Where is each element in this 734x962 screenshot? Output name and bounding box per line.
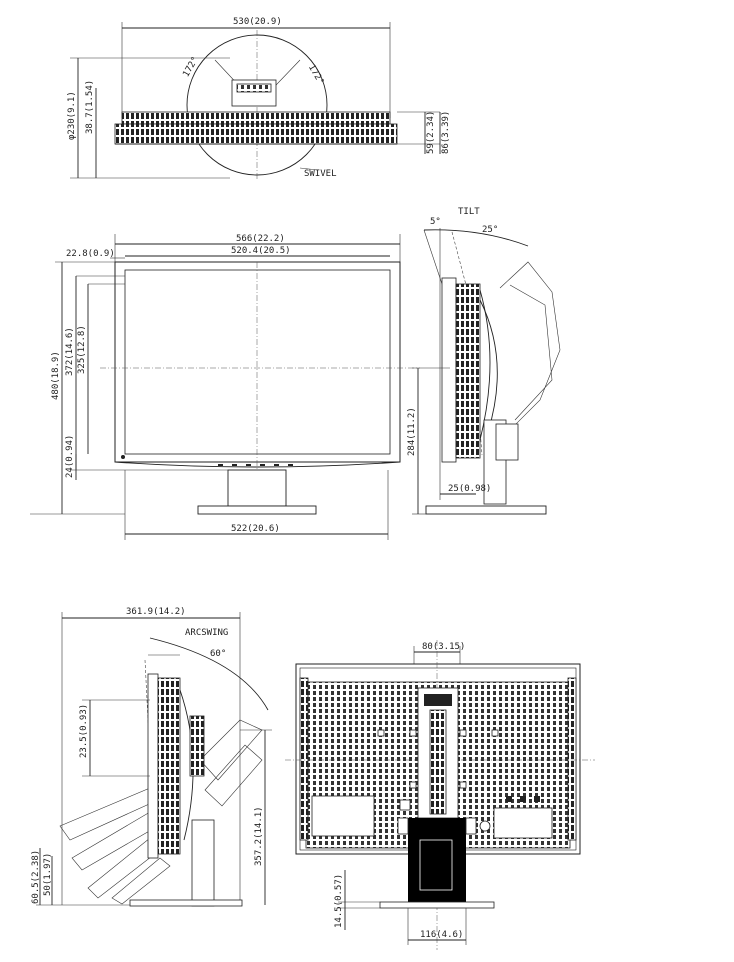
front-height-screen: 325(12.8) [77, 325, 87, 374]
power-switch [400, 800, 410, 810]
front-screen-width: 520.4(20.5) [231, 246, 291, 256]
top-view [67, 17, 451, 180]
rear-connector-panel [312, 796, 374, 836]
swing-offset-dim: 23.5(0.93) [79, 703, 89, 758]
top-depth-dim: 38.7(1.54) [85, 79, 95, 134]
rear-vesa-dim: 80(3.15) [422, 642, 466, 652]
front-view [30, 234, 420, 540]
swing-low-dim-1: 60.5(2.38) [31, 849, 41, 904]
side-tilt-view [407, 207, 560, 514]
top-vent-row-2 [115, 124, 397, 144]
swing-depth-dim: 361.9(14.2) [126, 607, 186, 617]
swing-height-dim: 357.2(14.1) [254, 806, 264, 866]
top-angle-left: 172° [181, 55, 201, 79]
front-height-screen-outer: 372(14.6) [65, 327, 75, 376]
swivel-label: SWIVEL [304, 169, 337, 179]
tilt-rear-vent [456, 284, 480, 458]
swing-rear-vent [158, 678, 180, 854]
rear-logo [424, 694, 452, 706]
top-panel-dim-1: 59(2.34) [426, 110, 436, 154]
top-diameter-dim: φ230(9.1) [67, 91, 77, 140]
tilt-label: TILT [458, 207, 480, 217]
rear-foot-dim: 14.5(0.57) [334, 873, 344, 928]
tilt-height-dim: 284(11.2) [407, 407, 417, 456]
rear-stand [408, 818, 466, 902]
side-swing-view [31, 607, 272, 906]
tilt-base-depth: 25(0.98) [448, 484, 492, 494]
swing-low-dim-2: 50(1.97) [43, 852, 53, 896]
tilt-base [426, 506, 546, 514]
top-angle-right: 172° [305, 63, 326, 87]
swing-label: ARCSWING [185, 628, 229, 638]
kensington-slot [480, 821, 490, 831]
tilt-panel [442, 278, 456, 462]
front-bezel [115, 262, 400, 462]
top-vent-row-1 [122, 112, 390, 124]
rear-view [285, 640, 595, 950]
front-outer-width: 566(22.2) [236, 234, 285, 244]
rear-base [380, 902, 494, 908]
front-buttons [218, 464, 293, 466]
rear-io-panel [494, 808, 552, 838]
vesa-screw-3 [410, 782, 416, 788]
front-bezel-dim: 22.8(0.9) [66, 249, 115, 259]
rear-stand-width: 116(4.6) [420, 930, 464, 940]
front-stand-neck [228, 470, 286, 506]
tilt-angle-back: 5° [430, 217, 441, 227]
swing-base [130, 900, 242, 906]
vesa-screw-2 [460, 730, 466, 736]
front-stand-base [198, 506, 316, 514]
top-panel-dim-2: 86(3.39) [441, 110, 451, 154]
swing-angle: 60° [210, 649, 227, 659]
top-width-dim: 530(20.9) [233, 17, 282, 27]
tilt-angle-fwd: 25° [482, 225, 499, 235]
swing-stand [192, 820, 214, 906]
vesa-screw-1 [410, 730, 416, 736]
swing-ghost-1 [60, 788, 158, 840]
swing-panel [148, 674, 158, 858]
front-height-total: 480(18.9) [51, 351, 61, 400]
front-base-width: 522(20.6) [231, 524, 280, 534]
vesa-screw-4 [460, 782, 466, 788]
front-bottom-dim: 24(0.94) [65, 434, 75, 478]
